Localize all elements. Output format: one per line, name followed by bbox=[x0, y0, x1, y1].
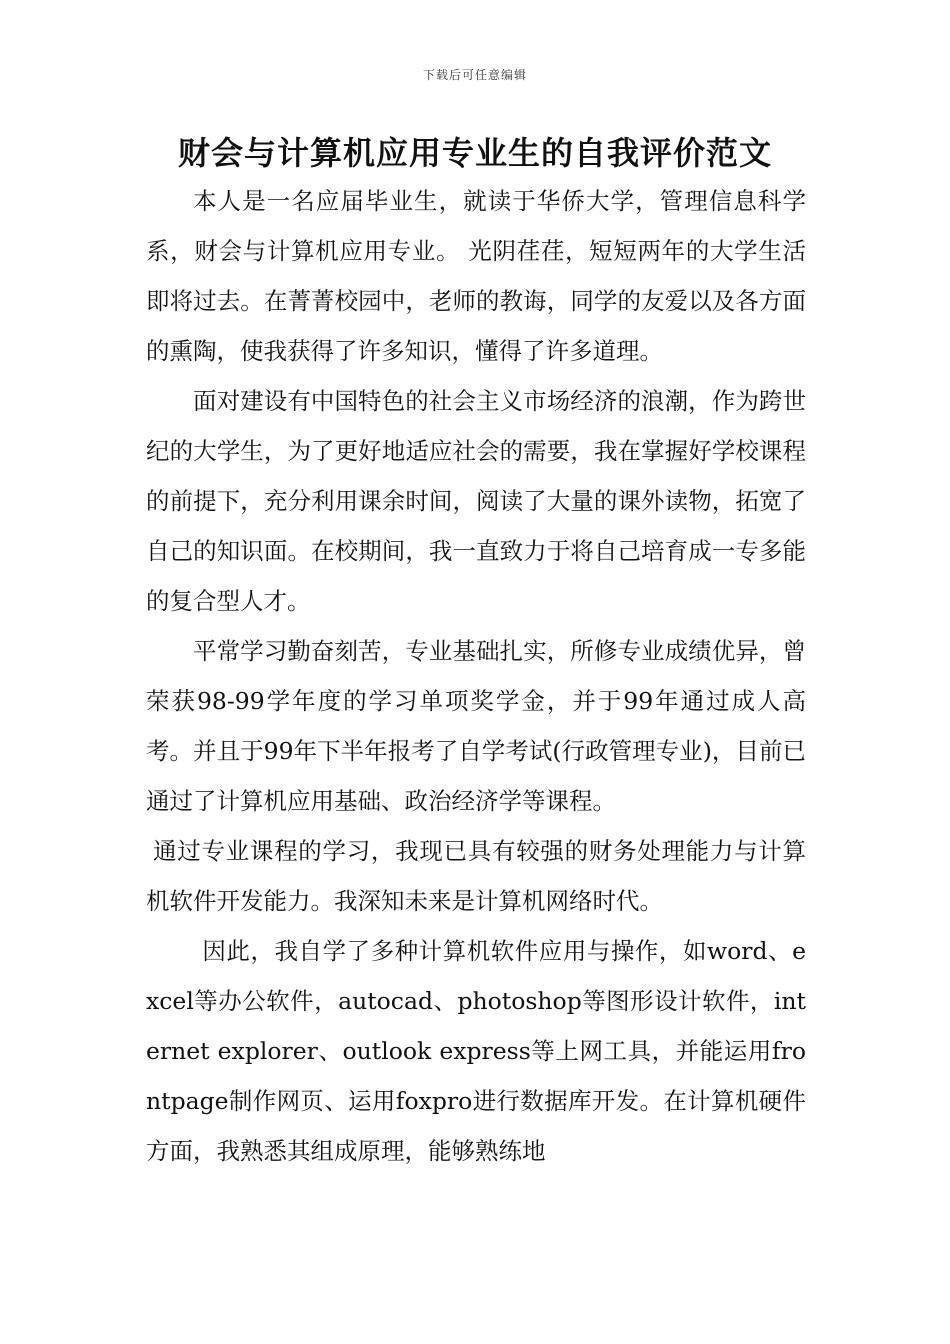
paragraph-5: 因此，我自学了多种计算机软件应用与操作，如word、excel等办公软件，autocad、photoshop等图形设计软件，internet explorer、outlook express等上网工具，并能运用frontpage制作网页、运用foxpro进行数据库开发。在计算机硬件方面，我熟悉其组成原理，能够熟练地 bbox=[146, 937, 806, 1165]
header-note: 下载后可任意编辑 bbox=[422, 68, 527, 82]
paragraph-2: 面对建设有中国特色的社会主义市场经济的浪潮，作为跨世纪的大学生，为了更好地适应社会的需要，我在掌握好学校课程的前提下，充分利用课余时间，阅读了大量的课外读物，拓宽了自己的知识面。在校期间，我一直致力于将自己培育成一专多能的复合型人才。 bbox=[146, 387, 806, 615]
document-body bbox=[146, 176, 806, 1176]
paragraph-4: 通过专业课程的学习，我现已具有较强的财务处理能力与计算机软件开发能力。我深知未来是计算机网络时代。 bbox=[146, 837, 806, 915]
paragraph-3: 平常学习勤奋刻苦，专业基础扎实，所修专业成绩优异，曾荣获98-99学年度的学习单项奖学金，并于99年通过成人高考。并且于99年下半年报考了自学考试(行政管理专业)，目前已通过了计算机应用基础、政治经济学等课程。 bbox=[146, 637, 806, 815]
paragraph-1: 本人是一名应届毕业生，就读于华侨大学，管理信息科学系，财会与计算机应用专业。 光阴荏荏，短短两年的大学生活即将过去。在菁菁校园中，老师的教诲，同学的友爱以及各方面的熏陶，使我获得了许多知识，懂得了许多道理。 bbox=[146, 187, 806, 365]
document-title: 财会与计算机应用专业生的自我评价范文 bbox=[177, 134, 772, 172]
